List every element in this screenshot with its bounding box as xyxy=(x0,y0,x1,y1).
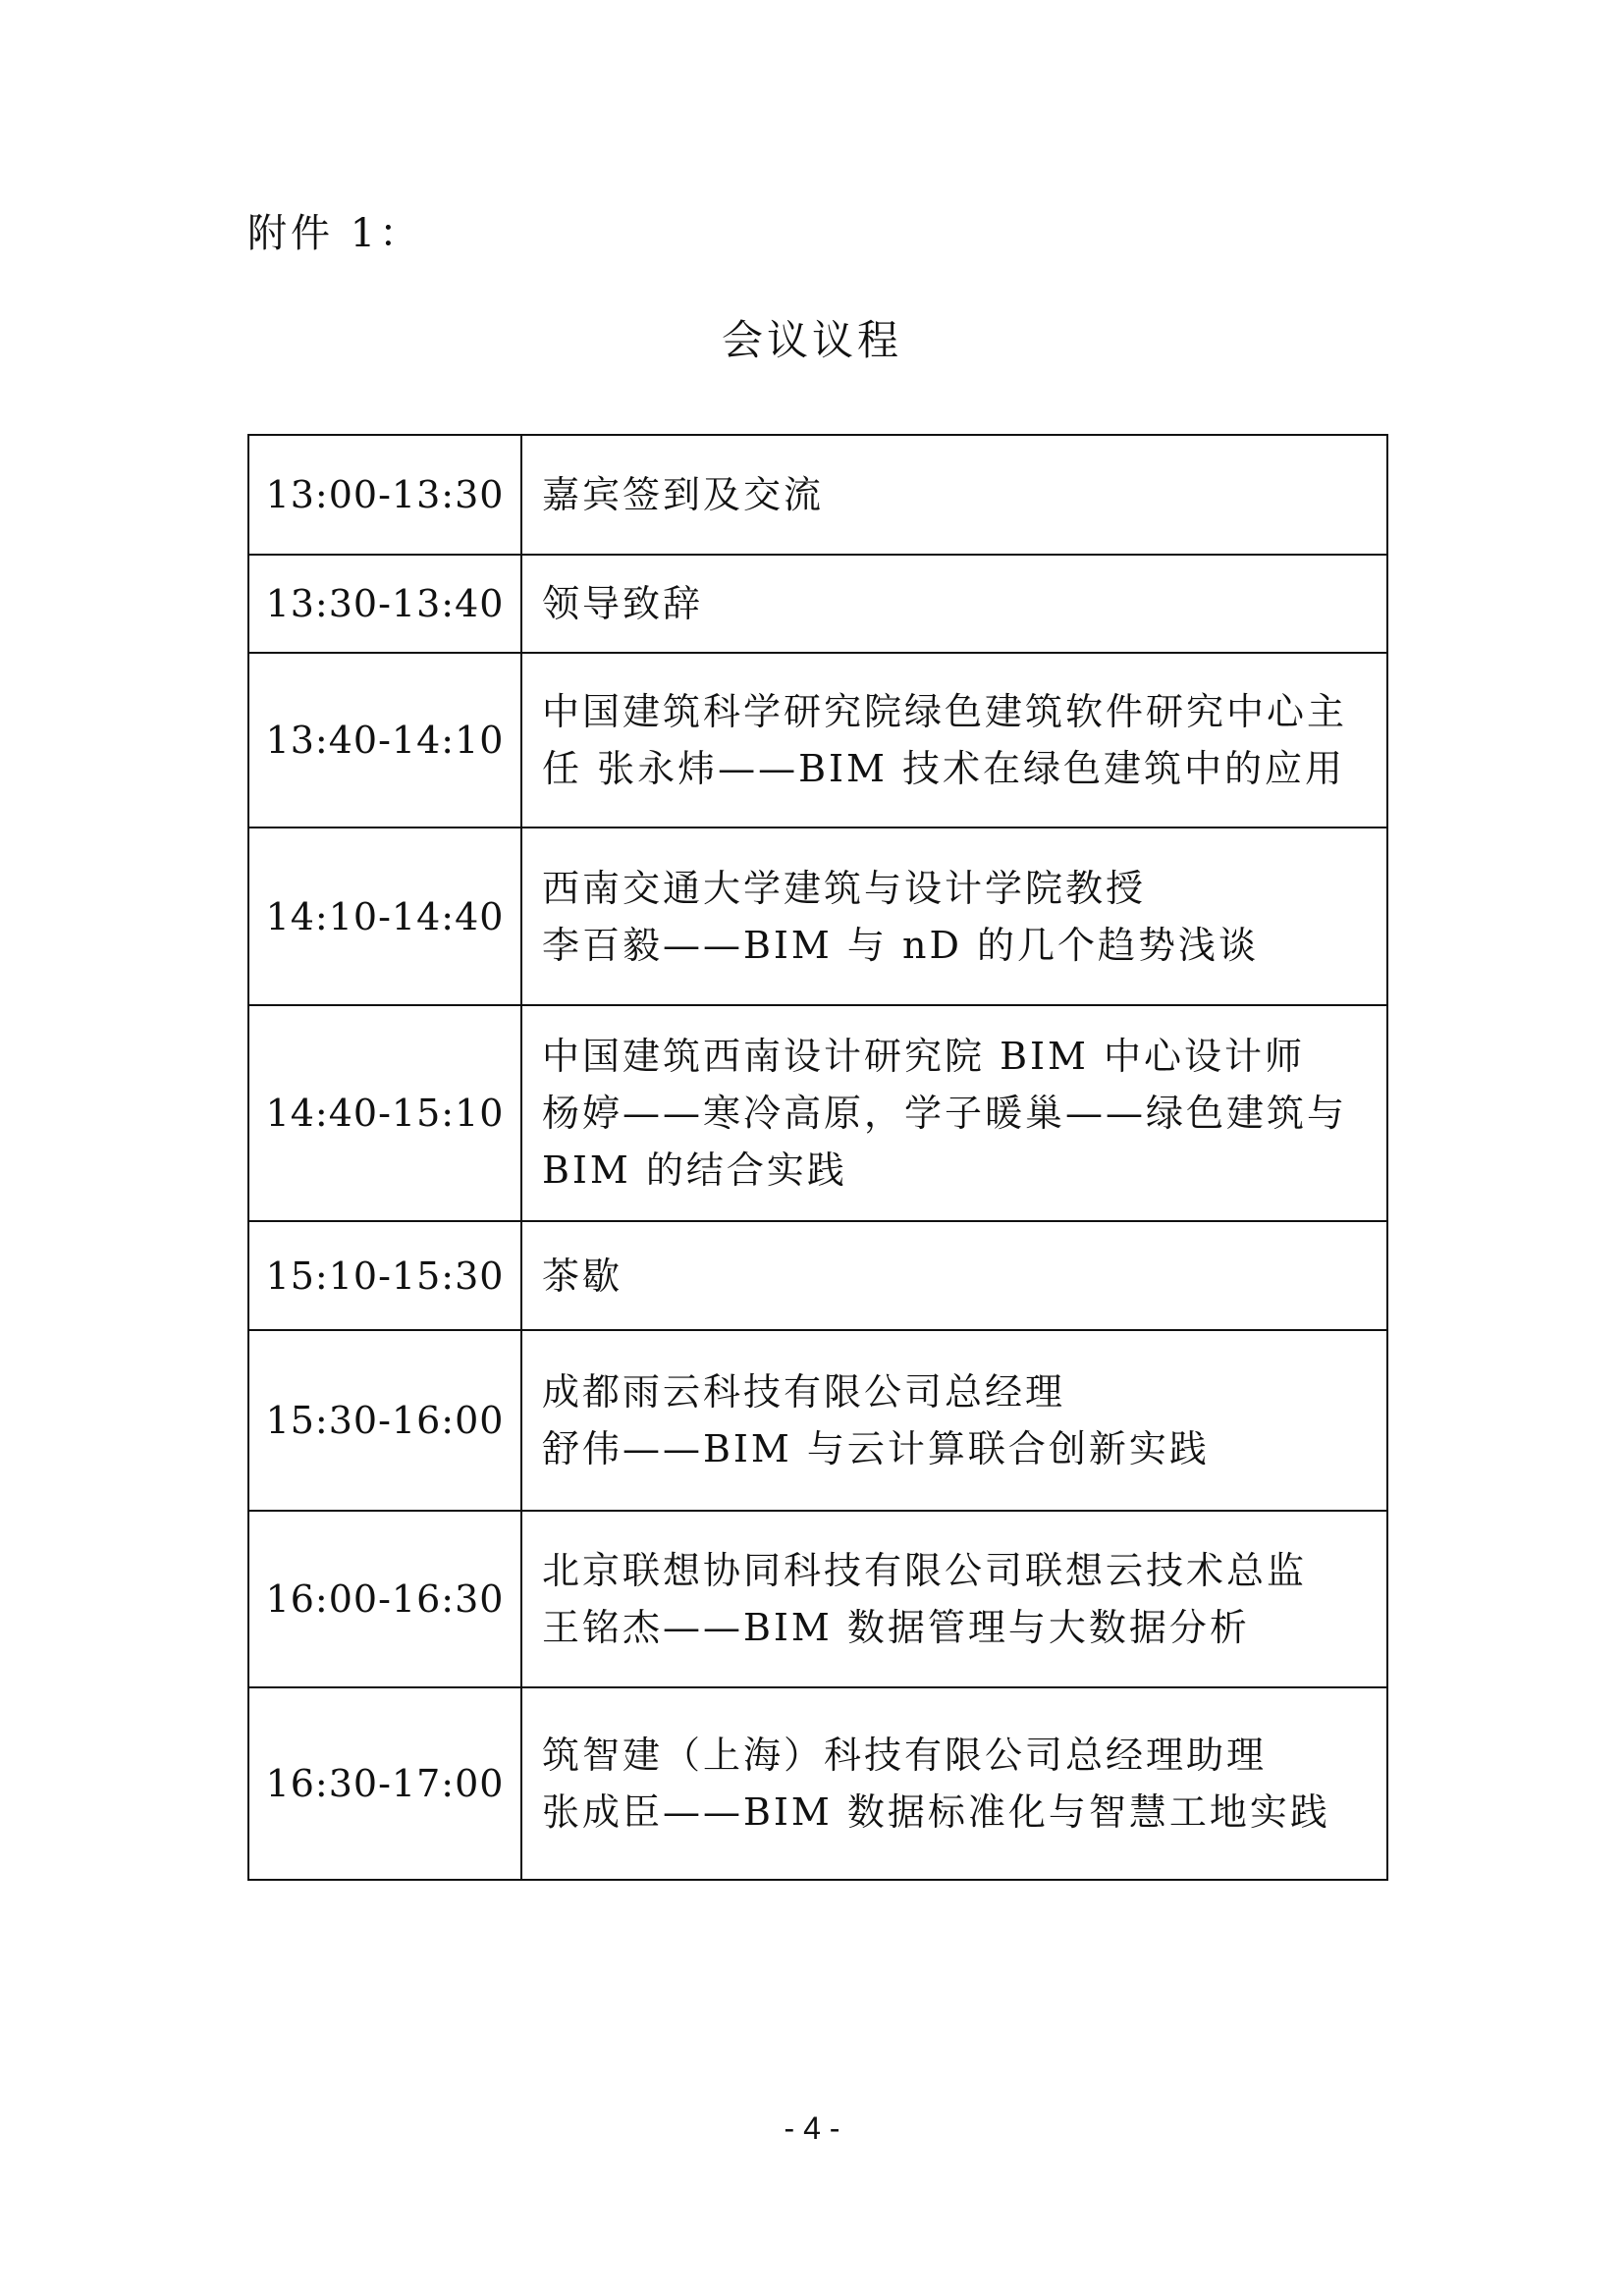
time-cell: 13:30-13:40 xyxy=(248,555,521,653)
desc-line: 任 张永炜——BIM 技术在绿色建筑中的应用 xyxy=(542,747,1346,790)
desc-line: 王铭杰——BIM 数据管理与大数据分析 xyxy=(542,1606,1250,1649)
time-cell: 14:40-15:10 xyxy=(248,1005,521,1221)
table-row xyxy=(248,828,1387,1005)
desc-cell xyxy=(521,1330,1387,1511)
desc-line: BIM 的结合实践 xyxy=(542,1148,847,1192)
desc-cell xyxy=(521,1511,1387,1687)
time-cell: 16:00-16:30 xyxy=(248,1511,521,1687)
time-cell: 14:10-14:40 xyxy=(248,828,521,1005)
time-cell: 16:30-17:00 xyxy=(248,1687,521,1880)
attachment-label: 附件 1： xyxy=(247,211,423,256)
desc-cell xyxy=(521,435,1387,555)
table-row xyxy=(248,653,1387,828)
desc-line: 茶歇 xyxy=(542,1254,623,1298)
time-cell: 15:30-16:00 xyxy=(248,1330,521,1511)
page-number: - 4 - xyxy=(784,2110,840,2146)
desc-line: 杨婷——寒冷高原，学子暖巢——绿色建筑与 xyxy=(542,1092,1348,1135)
table-row xyxy=(248,1221,1387,1330)
table-row xyxy=(248,1687,1387,1880)
desc-line: 西南交通大学建筑与设计学院教授 xyxy=(542,866,1147,910)
desc-line: 张成臣——BIM 数据标准化与智慧工地实践 xyxy=(542,1790,1330,1834)
table-row xyxy=(248,1005,1387,1221)
time-cell: 13:00-13:30 xyxy=(248,435,521,555)
table-row xyxy=(248,1330,1387,1511)
desc-line: 李百毅——BIM 与 nD 的几个趋势浅谈 xyxy=(542,923,1260,967)
desc-cell xyxy=(521,555,1387,653)
page-title: 会议议程 xyxy=(721,316,902,364)
agenda-table xyxy=(247,434,1388,1881)
desc-cell xyxy=(521,828,1387,1005)
desc-line: 筑智建（上海）科技有限公司总经理助理 xyxy=(542,1734,1268,1777)
desc-line: 中国建筑西南设计研究院 BIM 中心设计师 xyxy=(542,1035,1306,1078)
desc-cell xyxy=(521,1005,1387,1221)
table-row xyxy=(248,435,1387,555)
desc-line: 舒伟——BIM 与云计算联合创新实践 xyxy=(542,1427,1210,1470)
time-cell: 15:10-15:30 xyxy=(248,1221,521,1330)
desc-line: 嘉宾签到及交流 xyxy=(542,473,825,516)
desc-cell xyxy=(521,1687,1387,1880)
desc-line: 成都雨云科技有限公司总经理 xyxy=(542,1370,1066,1414)
desc-cell xyxy=(521,1221,1387,1330)
desc-line: 领导致辞 xyxy=(542,582,704,625)
desc-line: 北京联想协同科技有限公司联想云技术总监 xyxy=(542,1549,1308,1592)
desc-cell xyxy=(521,653,1387,828)
table-row xyxy=(248,555,1387,653)
desc-line: 中国建筑科学研究院绿色建筑软件研究中心主 xyxy=(542,690,1348,733)
table-row xyxy=(248,1511,1387,1687)
time-cell: 13:40-14:10 xyxy=(248,653,521,828)
